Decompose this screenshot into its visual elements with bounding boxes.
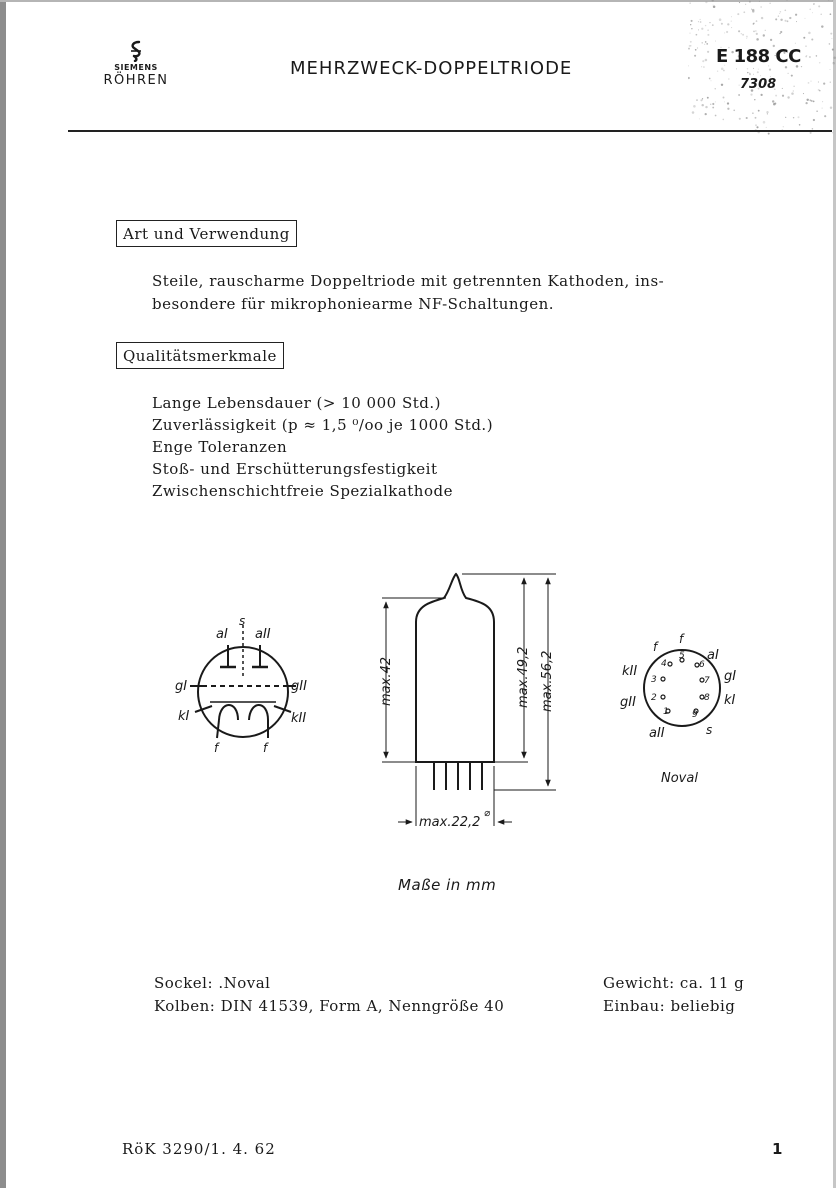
base-label-a2: aII (649, 726, 665, 741)
units-caption: Maße in mm (398, 876, 497, 894)
base-label-a1: aI (707, 648, 719, 663)
spec-value: DIN 41539, Form A, Nenngröße 40 (220, 997, 505, 1015)
dim-diameter: max.22,2 (419, 815, 481, 830)
pin-number: 2 (651, 693, 657, 703)
base-label-g1: gI (724, 669, 737, 684)
pin-number: 5 (679, 651, 685, 661)
base-label-s: s (706, 723, 713, 737)
tube-symbol (190, 625, 296, 738)
label-k1: kI (178, 709, 190, 724)
usage-line-1: Steile, rauscharme Doppeltriode mit getrennten Kathoden, ins- (152, 272, 665, 290)
spec-kolben (154, 997, 504, 1015)
spec-value: ca. 11 g (679, 974, 745, 992)
spec-value: .Noval (218, 974, 271, 992)
tube-code: 7308 (740, 77, 777, 92)
page-number: 1 (772, 1140, 783, 1158)
footer-reference: RöK 3290/1. 4. 62 (122, 1140, 276, 1158)
spec-label: Kolben: (154, 997, 216, 1015)
list-item: Stoß- und Erschütterungsfestigkeit (152, 460, 438, 478)
brand-name: SIEMENS (114, 63, 158, 72)
pin-number: 7 (704, 676, 710, 686)
pin-number: 8 (704, 693, 710, 703)
pin-number: 9 (692, 710, 698, 720)
diameter-symbol: ⌀ (484, 808, 491, 819)
label-s: s (239, 614, 246, 628)
pin-number: 6 (699, 660, 705, 670)
pin-number: 3 (651, 675, 657, 685)
dim-height-49: max.49,2 (516, 646, 531, 708)
label-a2: aII (255, 627, 271, 642)
document-title: MEHRZWECK-DOPPELTRIODE (290, 58, 573, 79)
dim-height-total: max.56,2 (540, 650, 555, 712)
list-item: Zwischenschichtfreie Spezialkathode (152, 482, 453, 500)
pin-number: 1 (663, 707, 669, 717)
base-label-f-top: f (679, 632, 684, 646)
spec-sockel (154, 974, 270, 992)
label-g1: gI (175, 679, 188, 694)
base-name: Noval (661, 771, 698, 786)
base-label-f-left: f (653, 640, 658, 654)
usage-line-2: besondere für mikrophoniearme NF-Schaltungen. (152, 295, 554, 313)
section-heading-quality: Qualitätsmerkmale (116, 342, 284, 369)
spec-label: Sockel: (154, 974, 214, 992)
spec-label: Einbau: (603, 997, 666, 1015)
spec-einbau (603, 997, 735, 1015)
label-f-left: f (214, 741, 219, 755)
tube-dimension-labels (379, 647, 555, 830)
list-item: Lange Lebensdauer (> 10 000 Std.) (152, 394, 441, 412)
label-a1: aI (216, 627, 228, 642)
pin-number: 4 (661, 659, 667, 669)
label-k2: kII (291, 711, 307, 726)
label-g2: gII (291, 679, 307, 694)
base-label-k1: kI (724, 693, 736, 708)
division-name: RÖHREN (103, 73, 169, 88)
tube-type: E 188 CC (716, 46, 801, 67)
list-item: Enge Toleranzen (152, 438, 288, 456)
label-f-right: f (263, 741, 268, 755)
section-heading-usage: Art und Verwendung (116, 220, 297, 247)
spec-gewicht (603, 974, 744, 992)
spec-label: Gewicht: (603, 974, 675, 992)
base-label-k2: kII (622, 664, 638, 679)
dim-height-body: max.42 (379, 657, 394, 706)
base-label-g2: gII (620, 695, 636, 710)
list-item: Zuverlässigkeit (p ≈ 1,5 ⁰/oo je 1000 Std.) (152, 416, 494, 434)
spec-value: beliebig (670, 997, 736, 1015)
